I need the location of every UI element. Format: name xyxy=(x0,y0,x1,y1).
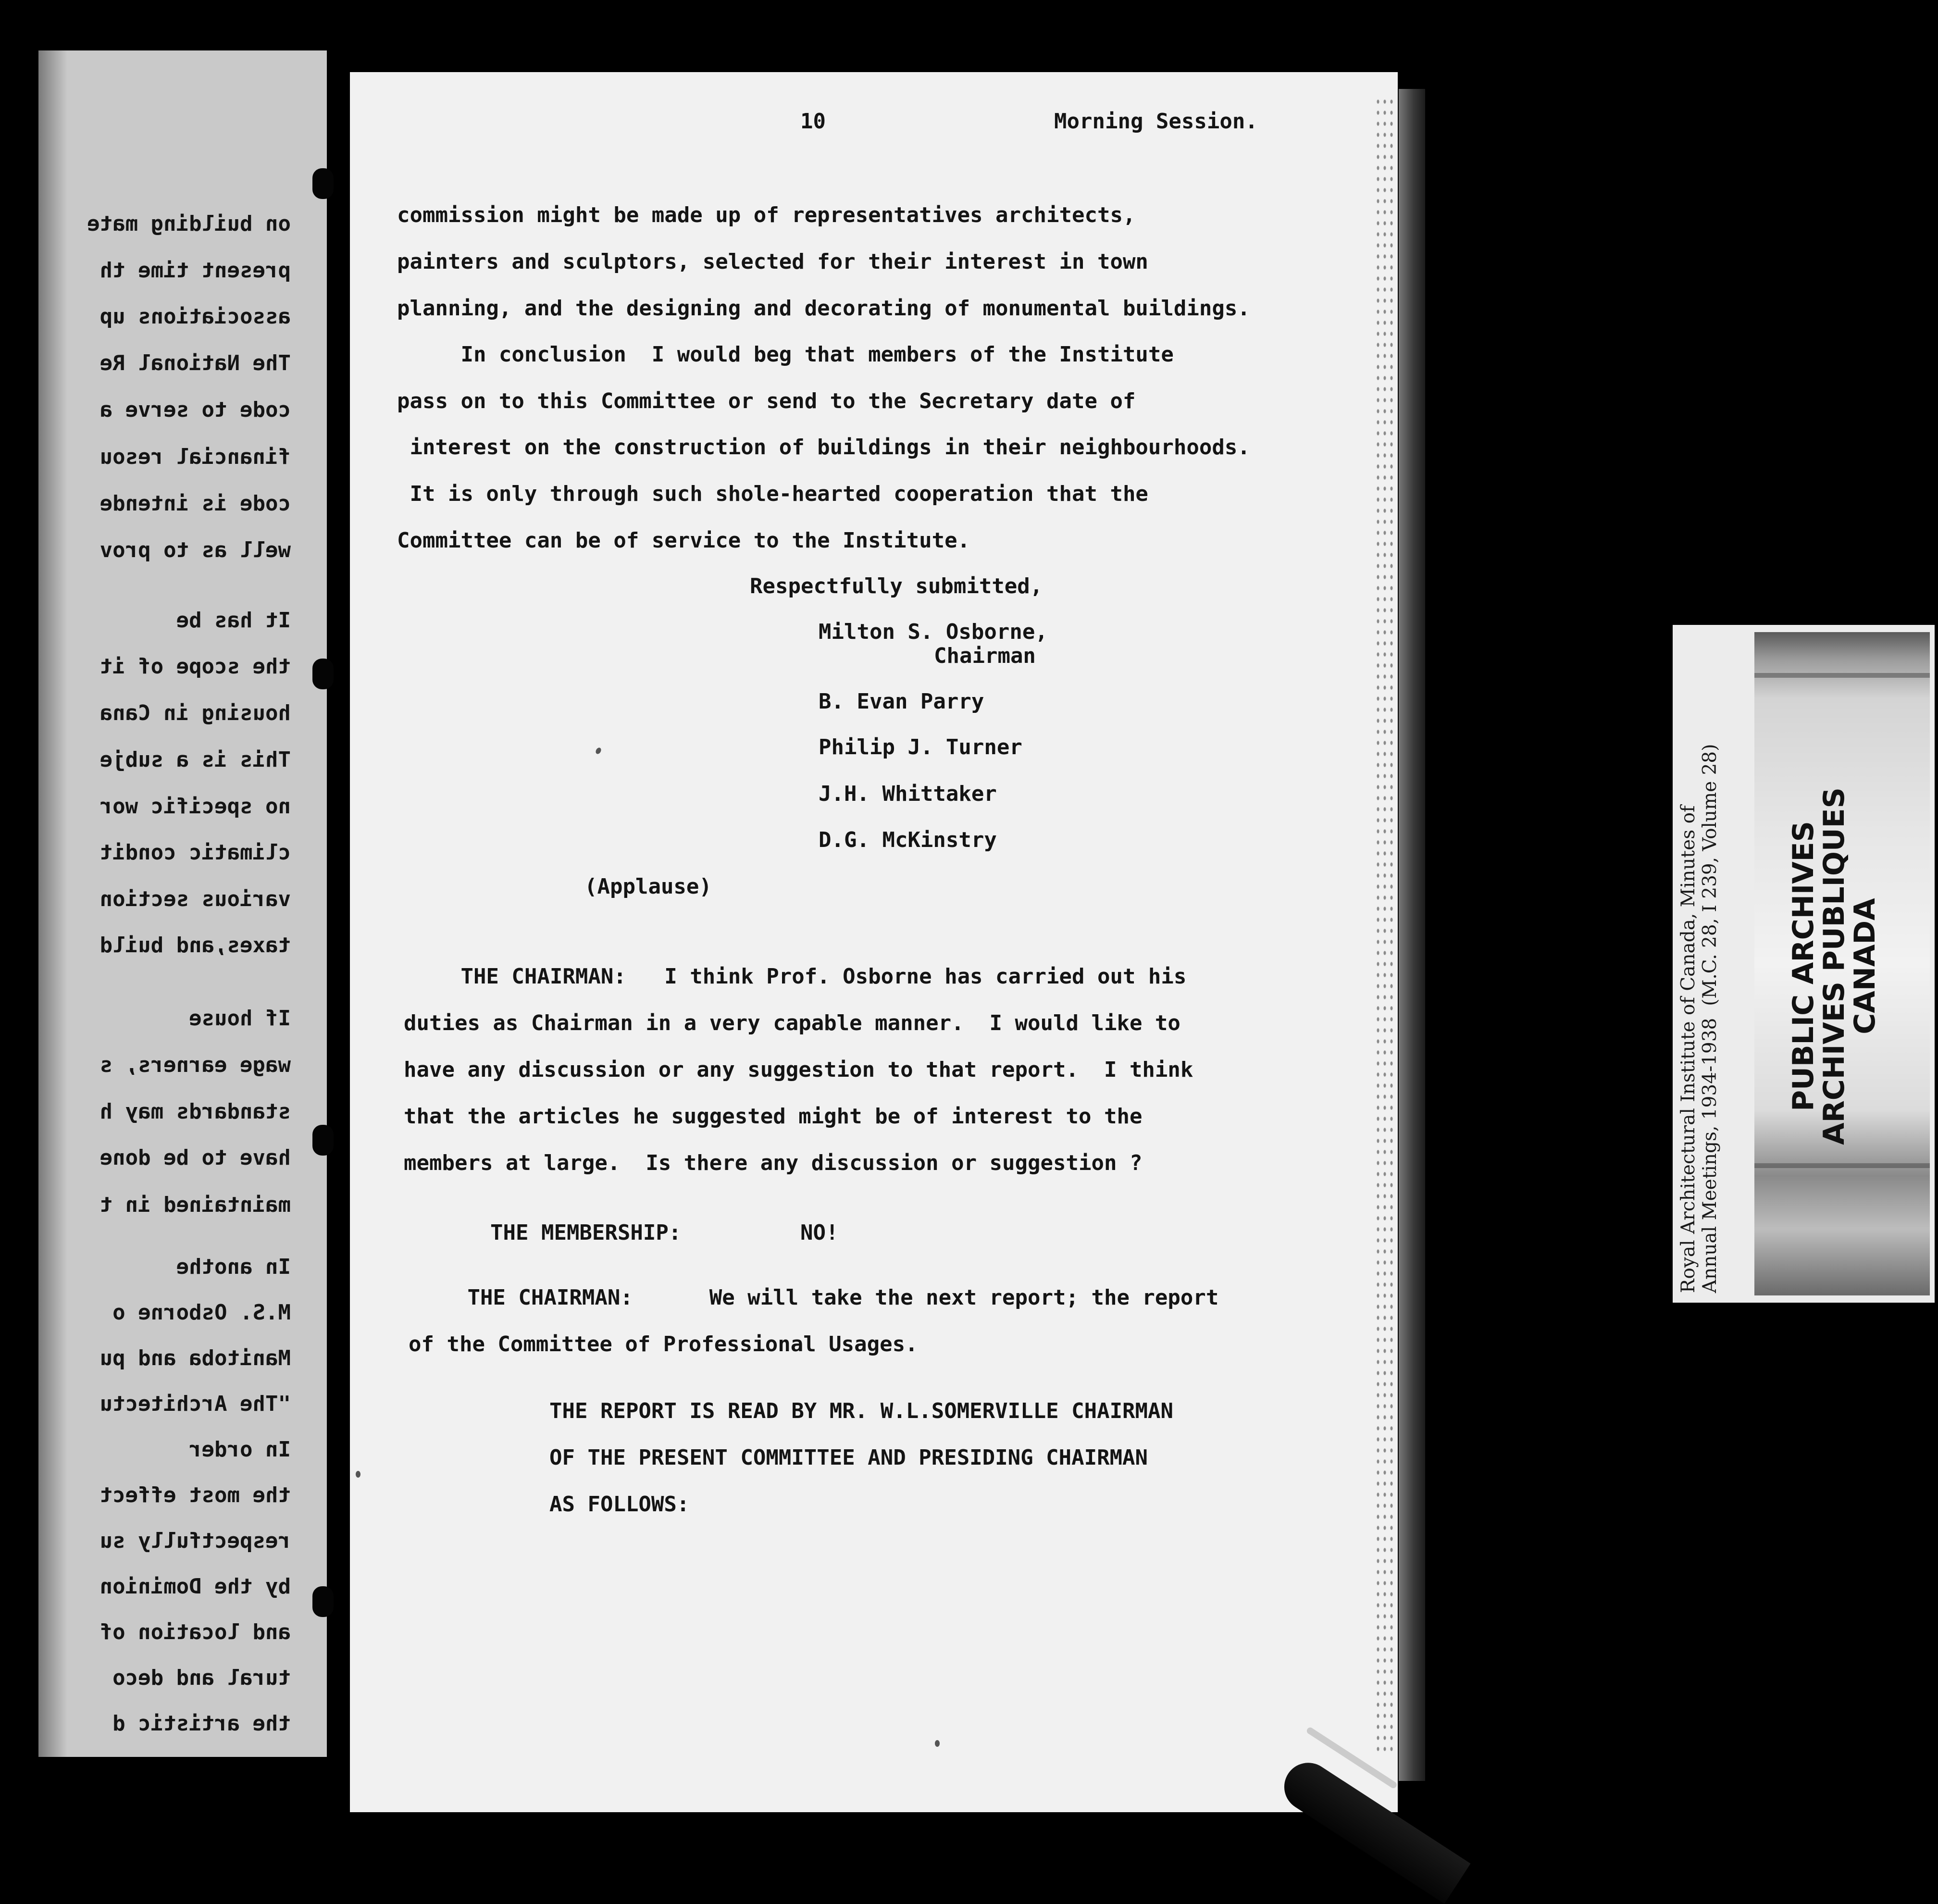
body-line: pass on to this Committee or send to the Secretary date of xyxy=(397,389,1136,413)
facing-line: the most effect xyxy=(99,1483,291,1507)
session-heading: Morning Session. xyxy=(1054,109,1258,134)
report-note-line: THE REPORT IS READ BY MR. W.L.SOMERVILLE CHAIRMAN xyxy=(549,1399,1174,1423)
binding-post xyxy=(312,1125,334,1156)
facing-line: present time th xyxy=(99,258,291,283)
chairman-next-line: of the Committee of Professional Usages. xyxy=(409,1332,918,1356)
report-note-line: AS FOLLOWS: xyxy=(549,1492,690,1517)
membership-speaker: THE MEMBERSHIP: xyxy=(490,1220,682,1245)
membership-reply: NO! xyxy=(800,1220,839,1245)
remarks-line: have any discussion or any suggestion to that report. I think xyxy=(404,1058,1193,1082)
body-line: It is only through such shole-hearted cooperation that the xyxy=(397,482,1148,506)
page-edge xyxy=(1399,89,1425,1781)
binding-post xyxy=(312,1586,334,1617)
facing-line: taxes,and build xyxy=(99,933,291,958)
facing-line: well as to prov xyxy=(99,538,291,562)
body-line: commission might be made up of representatives architects, xyxy=(397,203,1136,227)
archive-stamp xyxy=(1788,784,1880,1149)
body-line: In conclusion I would beg that members of the Institute xyxy=(397,342,1174,367)
facing-line: M.S. Osborne o xyxy=(112,1300,291,1325)
applause-note: (Applause) xyxy=(584,874,712,899)
facing-line: and location of xyxy=(99,1620,291,1644)
binding-post xyxy=(312,659,334,689)
body-line: Committee can be of service to the Institute. xyxy=(397,528,970,553)
cloth-seam xyxy=(1754,1163,1930,1168)
stamp-line: PUBLIC ARCHIVES xyxy=(1787,821,1820,1111)
facing-line: the artistic d xyxy=(112,1711,291,1736)
archive-caption-line: Annual Meetings, 1934-1938 (M.C. 28, I 239, Volume 28) xyxy=(1699,744,1721,1293)
facing-line: various section xyxy=(99,887,291,911)
typed-page xyxy=(350,72,1398,1812)
facing-line: code to serve a xyxy=(99,398,291,422)
remarks-line: members at large. Is there any discussion or suggestion ? xyxy=(404,1151,1143,1175)
facing-line: tural and deco xyxy=(112,1666,291,1690)
signatory-member: B. Evan Parry xyxy=(819,689,984,714)
mirrored-facing-text xyxy=(38,50,327,1757)
facing-line: no specific wor xyxy=(99,794,291,819)
facing-line: If house xyxy=(189,1006,291,1031)
facing-line: It has be xyxy=(176,608,291,633)
archive-caption xyxy=(1677,630,1721,1293)
signatory-member: Philip J. Turner xyxy=(819,735,1022,759)
signatory-member: D.G. McKinstry xyxy=(819,828,997,852)
cloth-seam xyxy=(1754,673,1930,678)
facing-line: associations up xyxy=(99,304,291,329)
facing-line: maintained in t xyxy=(99,1193,291,1217)
chairman-next-line: THE CHAIRMAN: We will take the next report; the report xyxy=(404,1285,1219,1310)
remarks-line: duties as Chairman in a very capable manner. I would like to xyxy=(404,1011,1180,1035)
remarks-line: THE CHAIRMAN: I think Prof. Osborne has carried out his xyxy=(397,964,1187,989)
facing-line: code is intende xyxy=(99,491,291,516)
facing-line: In anothe xyxy=(176,1255,291,1279)
body-line: painters and sculptors, selected for their interest in town xyxy=(397,249,1148,274)
signatory-chairman: Milton S. Osborne, xyxy=(819,620,1048,644)
facing-line: standards may h xyxy=(99,1099,291,1124)
facing-line: The National Re xyxy=(99,351,291,375)
body-line: interest on the construction of buildings in their neighbourhoods. xyxy=(397,435,1250,460)
facing-line: the scope of it xyxy=(99,654,291,679)
facing-line: "The Architectu xyxy=(99,1392,291,1416)
facing-line: housing in Cana xyxy=(99,701,291,725)
ink-speck xyxy=(935,1740,940,1747)
facing-line: This is a subje xyxy=(99,747,291,772)
stamp-line: ARCHIVES PUBLIQUES xyxy=(1817,787,1851,1145)
page-number: 10 xyxy=(800,109,826,134)
signatory-member: J.H. Whittaker xyxy=(819,782,997,806)
stamp-line: CANADA xyxy=(1848,898,1882,1034)
remarks-line: that the articles he suggested might be of interest to the xyxy=(404,1104,1143,1129)
facing-line: In order xyxy=(189,1437,291,1462)
facing-line: on building mate xyxy=(87,212,291,236)
binding-post xyxy=(312,168,334,199)
report-note-line: OF THE PRESENT COMMITTEE AND PRESIDING CHAIRMAN xyxy=(549,1445,1148,1470)
facing-line: climatic condit xyxy=(99,840,291,865)
closing-line: Respectfully submitted, xyxy=(750,574,1043,598)
archive-caption-line: Royal Architectural Institute of Canada, Minutes of xyxy=(1677,805,1699,1293)
facing-line: Manitoba and pu xyxy=(99,1346,291,1370)
facing-page xyxy=(38,50,327,1757)
signatory-title: Chairman xyxy=(934,644,1036,668)
facing-line: respectfully su xyxy=(99,1529,291,1553)
page-edge-foxing xyxy=(1375,96,1394,1755)
ink-speck xyxy=(356,1471,360,1478)
facing-line: financial resou xyxy=(99,445,291,469)
body-line: planning, and the designing and decorating of monumental buildings. xyxy=(397,296,1250,321)
facing-line: have to be done xyxy=(99,1145,291,1170)
facing-line: by the Dominion xyxy=(99,1574,291,1599)
facing-line: wage earners, s xyxy=(99,1053,291,1077)
